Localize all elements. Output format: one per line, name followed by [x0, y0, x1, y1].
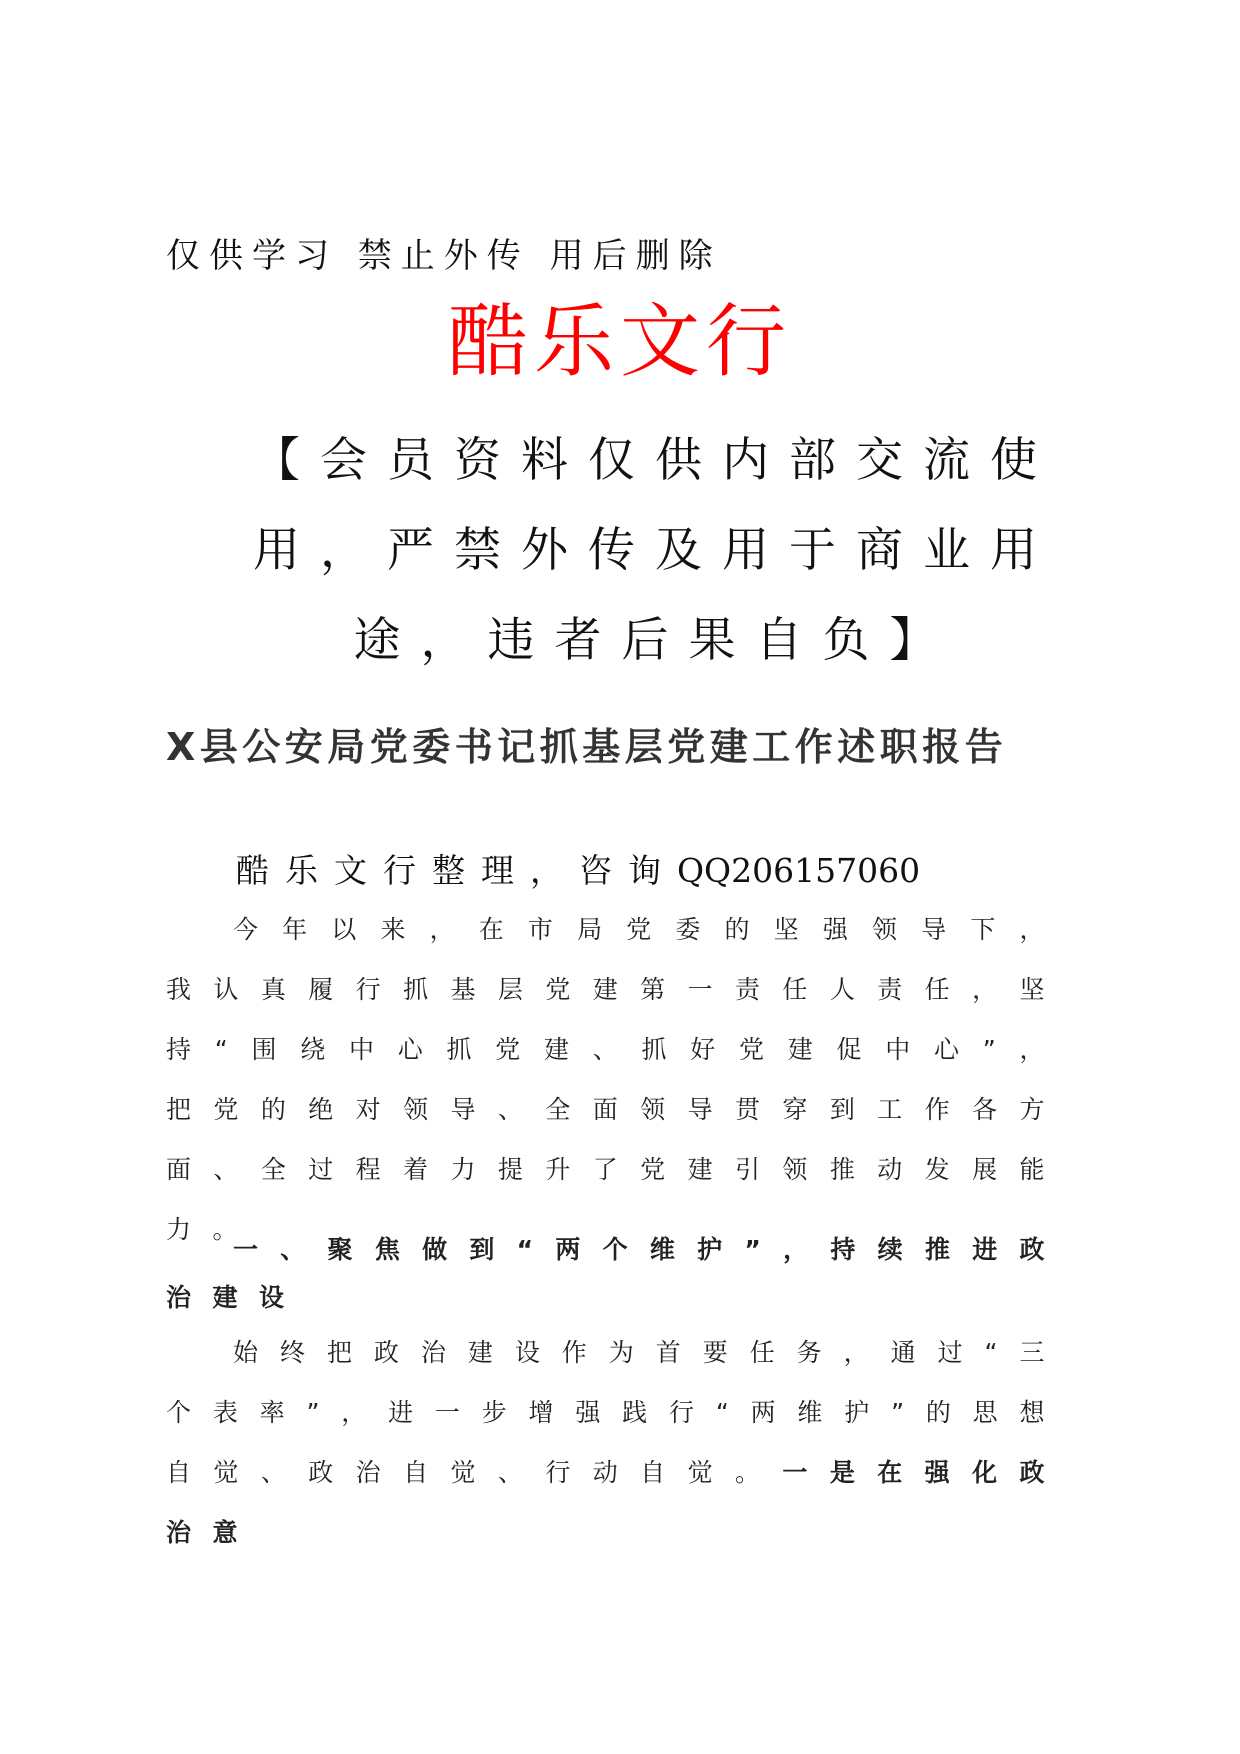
brand-title: 酷乐文行: [448, 295, 792, 388]
section-paragraph-bold-lead: 一是在强化政治意: [166, 1458, 1066, 1547]
section-paragraph-text: 始终把政治建设作为首要任务，通过“三个表率”，进一步增强践行“两维护”的思想自觉、政治自觉、行动自觉。: [166, 1338, 1066, 1487]
member-notice: 【会员资料仅供内部交流使用，严禁外传及用于商业用途，违者后果自负】: [253, 433, 1057, 668]
document-title: X县公安局党委书记抓基层党建工作述职报告: [166, 725, 1008, 769]
compiled-by-line: [236, 845, 920, 892]
section-paragraph: [166, 1323, 1066, 1563]
usage-notice: 仅供学习 禁止外传 用后删除: [166, 236, 722, 276]
compiled-by-text: 酷乐文行整理，咨询: [236, 851, 677, 890]
section-heading: 一、聚焦做到“两个维护”，持续推进政治建设: [166, 1235, 1066, 1312]
intro-paragraph: 今年以来，在市局党委的坚强领导下，我认真履行抓基层党建第一责任人责任，坚持“围绕中心抓党建、抓好党建促中心”，把党的绝对领导、全面领导贯穿到工作各方面、全过程着力提升了党建引领推动发展能力。: [166, 915, 1066, 1244]
contact-qq: QQ206157060: [677, 851, 921, 890]
